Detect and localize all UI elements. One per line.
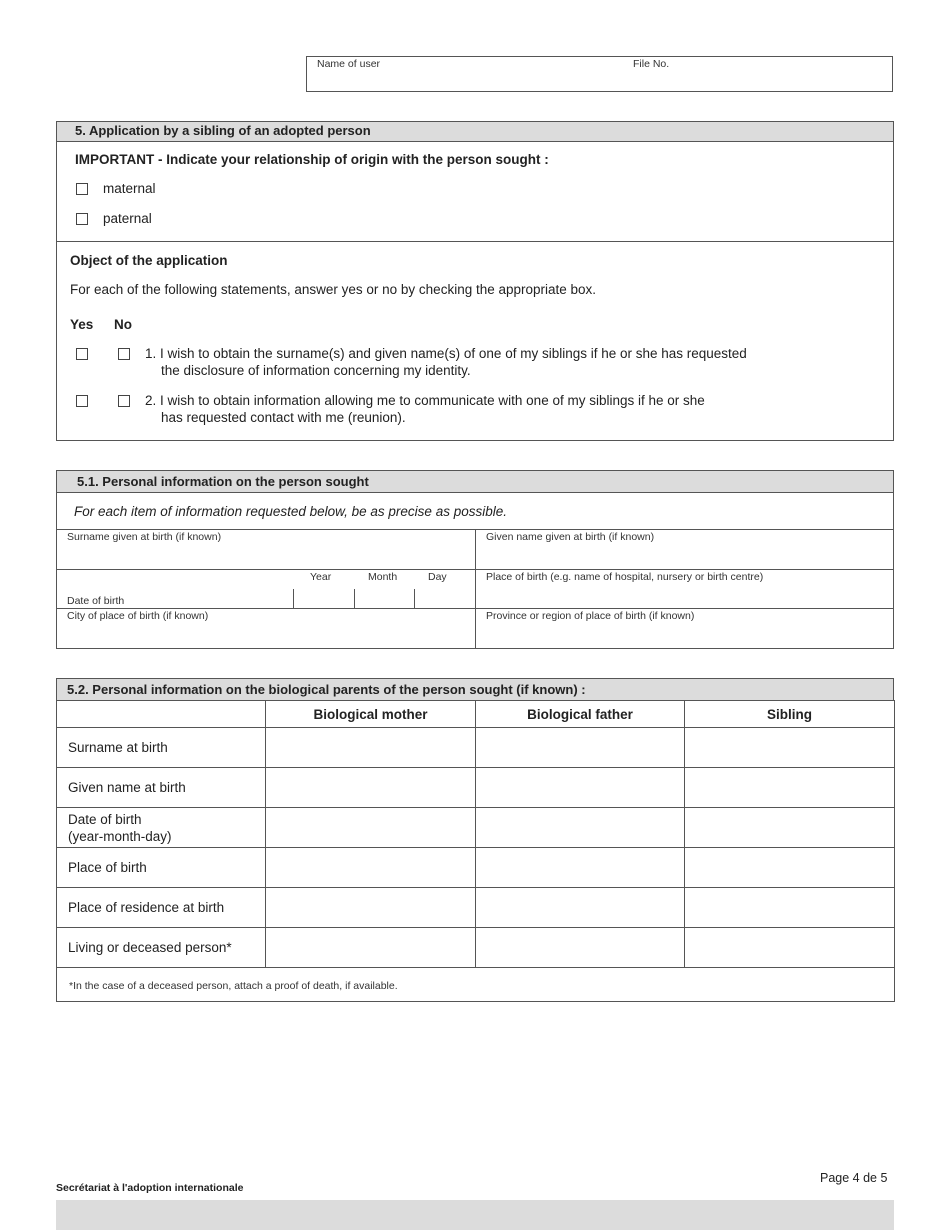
row-label <box>57 728 266 768</box>
statement-2-yes-checkbox[interactable] <box>76 395 88 407</box>
mother-cell[interactable] <box>266 888 476 928</box>
sibling-cell[interactable] <box>685 728 895 768</box>
organization-name: Secrétariat à l'adoption internationale <box>56 1182 244 1194</box>
important-note: IMPORTANT - Indicate your relationship of origin with the person sought : <box>75 152 549 167</box>
statement-1-no-checkbox[interactable] <box>118 348 130 360</box>
yes-header: Yes <box>70 317 94 332</box>
date-of-birth-label: Date of birth <box>67 595 125 607</box>
sibling-cell[interactable] <box>685 888 895 928</box>
object-title: Object of the application <box>70 253 228 268</box>
father-cell[interactable] <box>476 768 685 808</box>
row-label <box>57 768 266 808</box>
table-row <box>57 928 895 968</box>
province-label: Province or region of place of birth (if known) <box>486 610 695 622</box>
month-field[interactable] <box>355 589 413 608</box>
footnote-row <box>57 968 895 1002</box>
statement-1-line2: the disclosure of information concerning my identity. <box>161 363 471 378</box>
paternal-checkbox[interactable] <box>76 213 88 225</box>
footer-bar <box>56 1200 894 1230</box>
table-row <box>57 728 895 768</box>
row-label-line1: Date of birth <box>68 811 142 827</box>
mother-cell[interactable] <box>266 928 476 968</box>
row-label <box>57 848 266 888</box>
place-of-birth-field[interactable] <box>477 583 891 608</box>
father-cell[interactable] <box>476 928 685 968</box>
user-file-box <box>306 56 893 92</box>
statement-2-line2: has requested contact with me (reunion). <box>161 410 406 425</box>
section-5-1-col-divider <box>475 529 476 648</box>
row-label-line1: Surname at birth <box>68 740 168 755</box>
row-label <box>57 928 266 968</box>
statement-2-line1: 2. I wish to obtain information allowing me to communicate with one of my siblings if he or she <box>145 393 705 408</box>
biological-father-header: Biological father <box>476 701 685 728</box>
mother-cell[interactable] <box>266 728 476 768</box>
mother-cell[interactable] <box>266 848 476 888</box>
no-header: No <box>114 317 132 332</box>
table-row <box>57 848 895 888</box>
footnote-cell <box>57 968 895 1002</box>
city-label: City of place of birth (if known) <box>67 610 209 622</box>
mother-cell[interactable] <box>266 808 476 848</box>
day-label: Day <box>428 571 447 583</box>
row-label-line1: Living or deceased person* <box>68 940 232 955</box>
row-label <box>57 888 266 928</box>
day-field[interactable] <box>415 589 474 608</box>
footnote-text: *In the case of a deceased person, attach a proof of death, if available. <box>69 980 398 992</box>
table-row <box>57 888 895 928</box>
surname-label: Surname given at birth (if known) <box>67 531 222 543</box>
biological-mother-header: Biological mother <box>266 701 476 728</box>
sibling-cell[interactable] <box>685 848 895 888</box>
parents-table <box>56 700 895 1002</box>
object-instruction: For each of the following statements, answer yes or no by checking the appropriate box. <box>70 282 597 297</box>
name-of-user-label: Name of user <box>317 58 381 70</box>
row-label-line2: (year-month-day) <box>68 828 172 844</box>
parents-table-header-row <box>57 701 895 728</box>
month-label: Month <box>368 571 398 583</box>
section-5-1-title: 5.1. Personal information on the person sought <box>57 471 893 493</box>
given-name-label: Given name given at birth (if known) <box>486 531 655 543</box>
statement-1-yes-checkbox[interactable] <box>76 348 88 360</box>
sibling-cell[interactable] <box>685 808 895 848</box>
section-5-1 <box>56 470 894 649</box>
surname-field[interactable] <box>58 543 473 568</box>
city-field[interactable] <box>58 622 473 647</box>
sibling-header: Sibling <box>685 701 895 728</box>
father-cell[interactable] <box>476 888 685 928</box>
father-cell[interactable] <box>476 728 685 768</box>
section-5-2-title: 5.2. Personal information on the biological parents of the person sought (if known) : <box>67 682 586 697</box>
row-label-line1: Place of residence at birth <box>68 900 225 915</box>
page-number: Page 4 de 5 <box>820 1171 888 1185</box>
row-label-line1: Given name at birth <box>68 780 186 795</box>
year-field[interactable] <box>294 589 353 608</box>
section-5 <box>56 121 894 441</box>
table-row <box>57 768 895 808</box>
row-label <box>57 808 266 848</box>
section-5-2-header-box <box>56 678 894 701</box>
province-field[interactable] <box>477 622 891 647</box>
father-cell[interactable] <box>476 808 685 848</box>
file-no-label: File No. <box>633 58 670 70</box>
section-5-1-instruction: For each item of information requested below, be as precise as possible. <box>74 504 507 519</box>
sibling-cell[interactable] <box>685 928 895 968</box>
year-label: Year <box>310 571 332 583</box>
section-5-divider <box>57 241 893 242</box>
paternal-label: paternal <box>103 211 152 226</box>
statement-1-line1: 1. I wish to obtain the surname(s) and given name(s) of one of my siblings if he or she has requested <box>145 346 747 361</box>
maternal-label: maternal <box>103 181 156 196</box>
row-label-line1: Place of birth <box>68 860 147 875</box>
father-cell[interactable] <box>476 848 685 888</box>
place-of-birth-label: Place of birth (e.g. name of hospital, nursery or birth centre) <box>486 571 764 583</box>
statement-2-no-checkbox[interactable] <box>118 395 130 407</box>
mother-cell[interactable] <box>266 768 476 808</box>
section-5-title: 5. Application by a sibling of an adopted person <box>57 122 893 142</box>
maternal-checkbox[interactable] <box>76 183 88 195</box>
given-name-field[interactable] <box>477 543 891 568</box>
blank-header-cell <box>57 701 266 728</box>
table-row <box>57 808 895 848</box>
sibling-cell[interactable] <box>685 768 895 808</box>
